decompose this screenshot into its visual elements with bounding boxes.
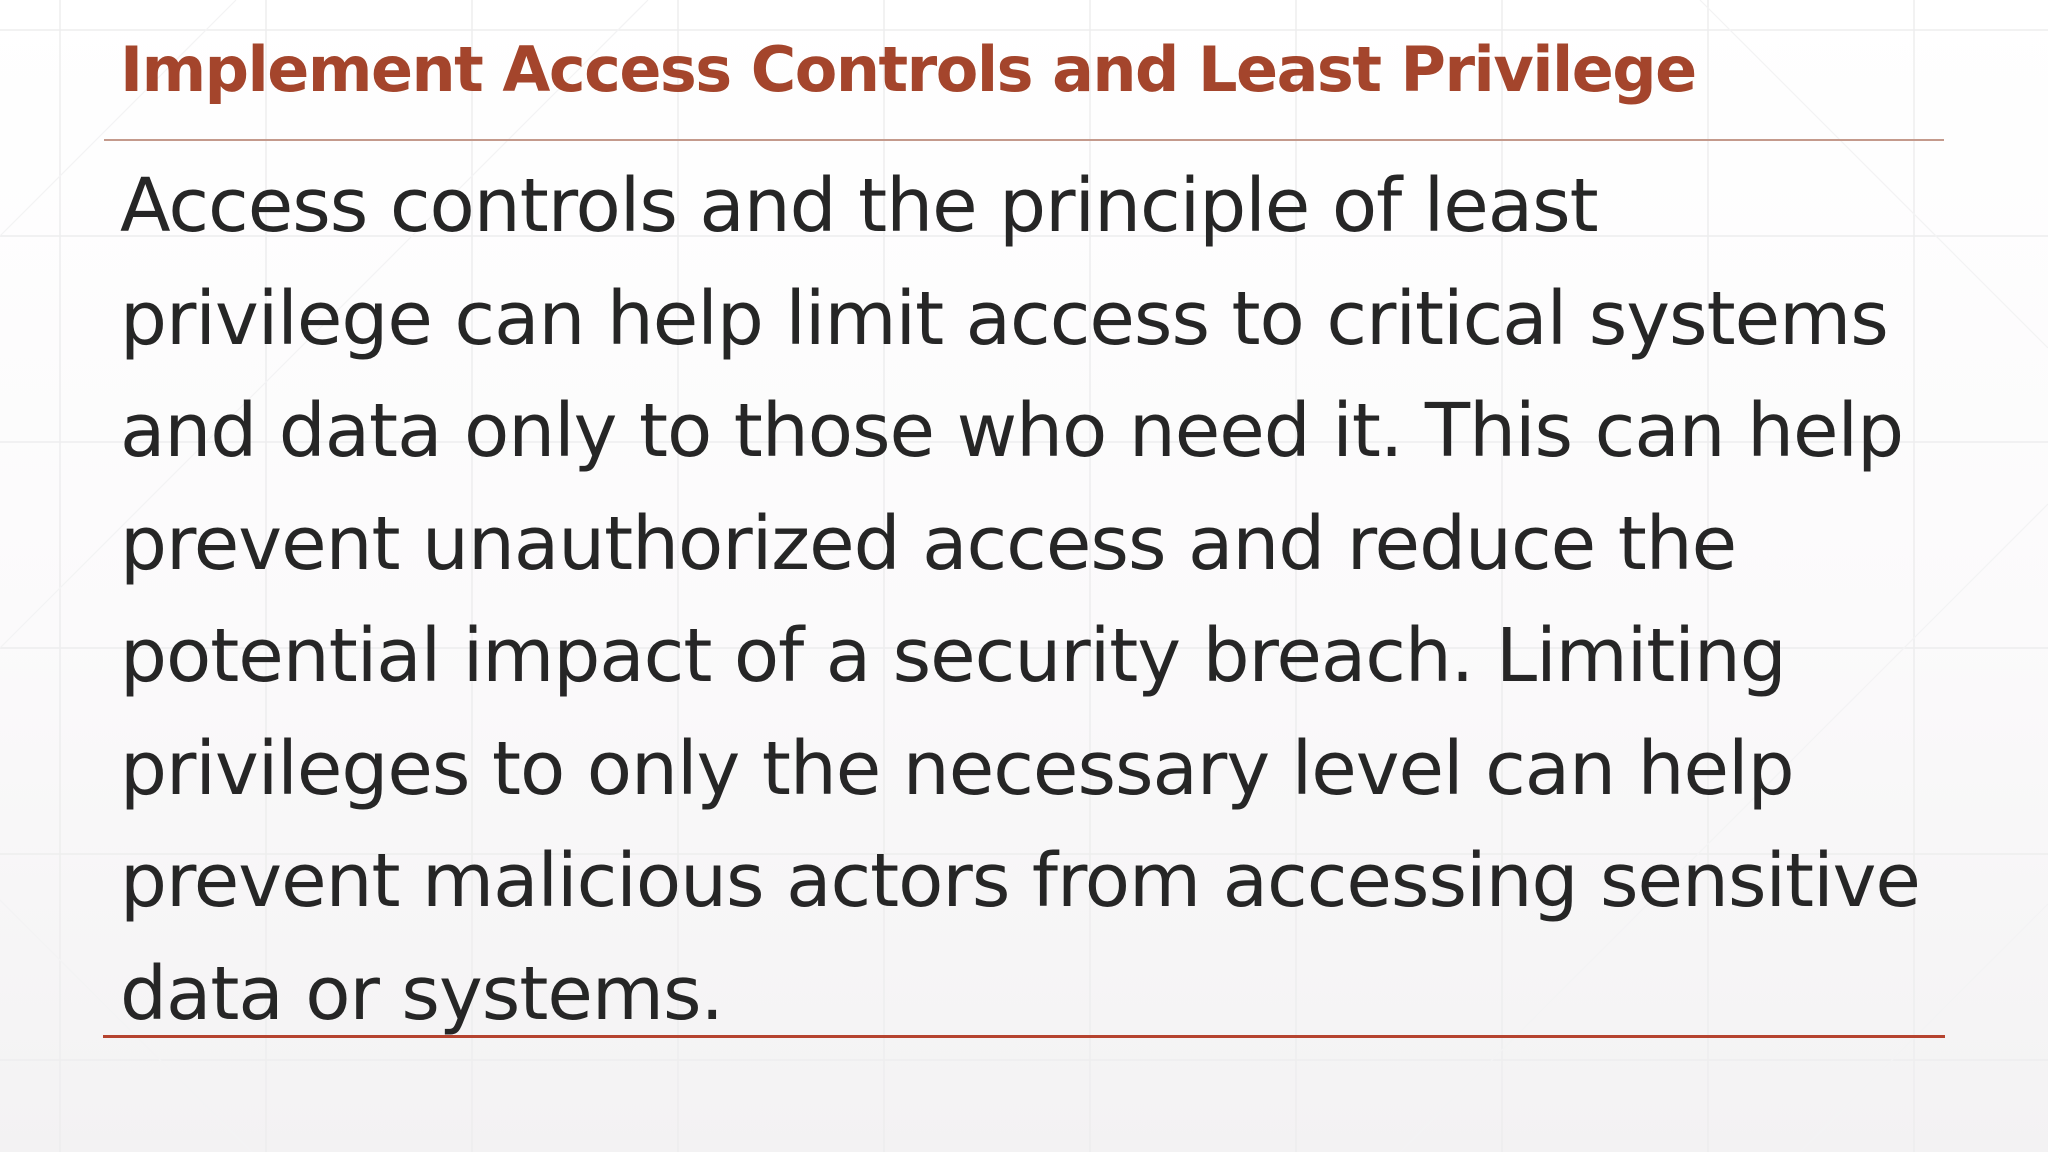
- slide-body-text: Access controls and the principle of least privilege can help limit access to critical systems and data only to those who need it. This can help prevent unauthorized access and reduce the potential impact of a security breach. Limiting privileges to only the necessary level can help prevent malicious actors from accessing sensitive data or systems.: [120, 163, 1920, 1037]
- body-bottom-divider: [103, 1035, 1945, 1038]
- title-divider: [104, 139, 1944, 141]
- slide-title: Implement Access Controls and Least Privilege: [120, 33, 1696, 106]
